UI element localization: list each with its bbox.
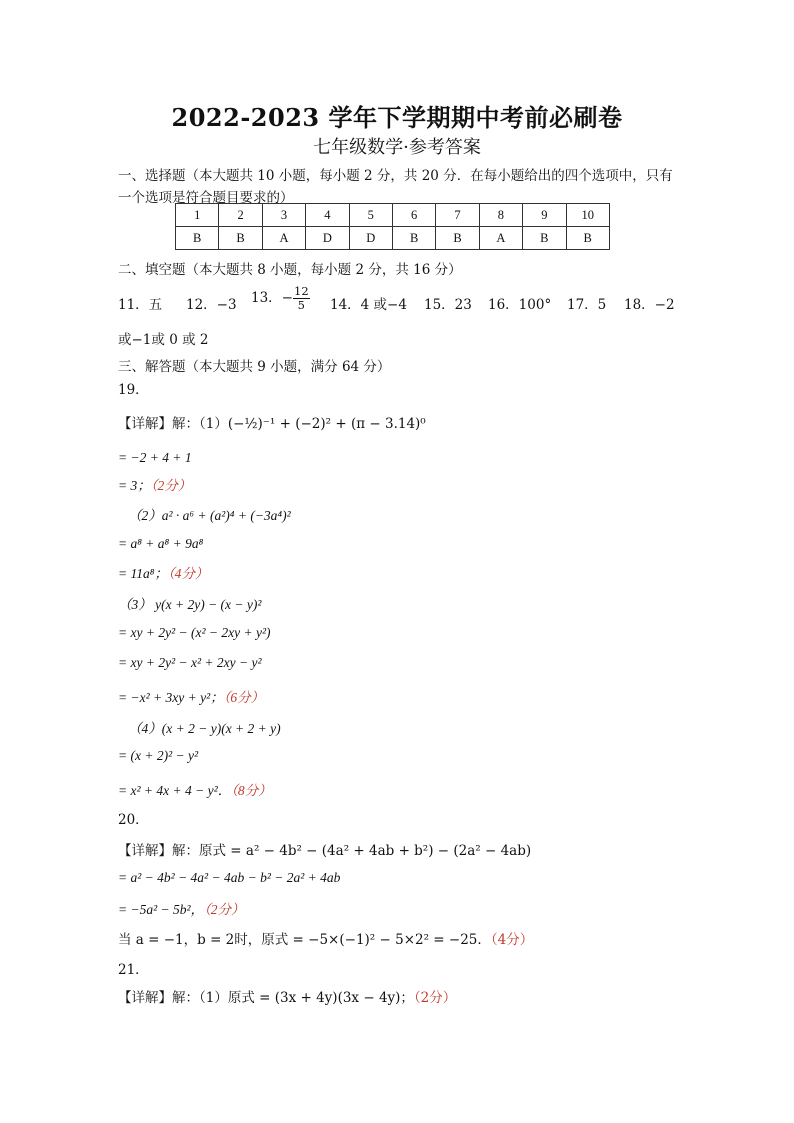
answer-q14: 14．4 或−4: [330, 297, 407, 313]
table-cell: 3: [262, 204, 305, 227]
q19-solution-line: [118, 562, 208, 582]
answer-q13: [251, 285, 310, 312]
table-cell: 7: [436, 204, 479, 227]
answer-q17: 17．5: [567, 297, 607, 313]
table-cell: 8: [479, 204, 522, 227]
fraction-denominator: 5: [297, 298, 305, 312]
solution-text: （2）a² · a⁶ + (a²)⁴ + (−3a⁴)²: [128, 508, 291, 523]
q20-solution-line: [118, 839, 531, 859]
q19-solution-line: [118, 748, 198, 764]
q20-number: 20．: [118, 812, 149, 828]
section1-heading-line2: 一个选项是符合题目要求的）: [118, 190, 294, 206]
solution-text: = −x² + 3xy + y²；: [118, 690, 224, 705]
answer-q18: 18．−2: [624, 297, 675, 313]
table-cell: D: [349, 227, 392, 250]
page-subtitle: 七年级数学·参考答案: [313, 137, 481, 158]
score-note: （4分）: [490, 932, 534, 948]
fill-blank-answers: [118, 285, 678, 319]
q21-number: 21．: [118, 962, 149, 978]
q19-solution-line: [118, 593, 261, 613]
section2-heading: 二、填空题（本大题共 8 小题，每小题 2 分，共 16 分）: [118, 262, 462, 278]
table-cell: 10: [566, 204, 609, 227]
answer-row: [176, 227, 610, 250]
table-cell: B: [219, 227, 262, 250]
q19-solution-line: [118, 474, 191, 494]
q19-solution-line: [118, 655, 262, 671]
q21-solution-line: [118, 986, 456, 1006]
solution-text: = a⁸ + a⁸ + 9a⁸: [118, 536, 204, 551]
score-note: （4分）: [167, 566, 209, 581]
table-cell: B: [523, 227, 566, 250]
question-number-row: [176, 204, 610, 227]
solution-text: = a² − 4b² − 4a² − 4ab − b² − 2a² + 4ab: [118, 870, 341, 885]
score-note: （8分）: [231, 783, 272, 798]
q19-solution-line: [118, 779, 272, 799]
answer-q16: 16．100°: [488, 297, 552, 313]
section3-heading: 三、解答题（本大题共 9 小题，满分 64 分）: [118, 359, 391, 375]
q19-number: 19．: [118, 382, 149, 398]
answer-q18-continuation: 或−1或 0 或 2: [118, 332, 209, 348]
solution-text: = (x + 2)² − y²: [118, 748, 199, 763]
solution-text: = −2 + 4 + 1: [118, 450, 192, 465]
table-cell: 4: [306, 204, 349, 227]
solution-text: = −5a² − 5b²，: [118, 902, 205, 917]
choice-answer-table: [175, 203, 610, 250]
answer-q11: 11．五: [118, 297, 163, 313]
table-cell: B: [436, 227, 479, 250]
answer-q12: 12．−3: [186, 297, 237, 313]
fraction: [293, 285, 310, 312]
solution-text: = xy + 2y² − x² + 2xy − y²: [118, 655, 262, 670]
solution-text: 【详解】解：（1）(−½)⁻¹ + (−2)² + (π − 3.14)⁰: [118, 416, 426, 432]
q19-solution-line: [118, 412, 426, 432]
q19-solution-line: [118, 686, 264, 706]
table-cell: 1: [176, 204, 219, 227]
table-cell: A: [479, 227, 522, 250]
q19-solution-line: [118, 625, 271, 641]
table-cell: 5: [349, 204, 392, 227]
fraction-numerator: 12: [294, 284, 309, 298]
solution-text: = 11a⁸；: [118, 566, 168, 581]
table-cell: 9: [523, 204, 566, 227]
score-note: （6分）: [223, 690, 265, 705]
score-note: （2分）: [204, 902, 245, 917]
table-cell: B: [176, 227, 219, 250]
solution-text: 【详解】解：（1）原式 = (3x + 4y)(3x − 4y)；: [118, 990, 414, 1006]
q19-solution-line: [128, 504, 291, 524]
q20-solution-line: [118, 928, 533, 948]
solution-text: （3） y(x + 2y) − (x − y)²: [118, 597, 262, 612]
q19-solution-line: [128, 717, 281, 737]
page-title: 2022-2023 学年下学期期中考前必刷卷: [171, 103, 623, 132]
answer-q13-prefix: 13．−: [251, 290, 293, 306]
score-note: （2分）: [150, 478, 192, 493]
table-cell: B: [566, 227, 609, 250]
table-cell: 6: [392, 204, 435, 227]
solution-text: （4）(x + 2 − y)(x + 2 + y): [128, 721, 281, 736]
table-cell: A: [262, 227, 305, 250]
q19-solution-line: [118, 536, 203, 552]
section1-heading-line1: 一、选择题（本大题共 10 小题，每小题 2 分，共 20 分．在每小题给出的四个选项中，只有: [118, 168, 673, 184]
score-note: （2分）: [413, 990, 457, 1006]
solution-text: = 3；: [118, 478, 151, 493]
table-cell: D: [306, 227, 349, 250]
solution-text: = xy + 2y² − (x² − 2xy + y²): [118, 625, 271, 640]
q20-solution-line: [118, 898, 245, 918]
solution-text: = x² + 4x + 4 − y²．: [118, 783, 232, 798]
table-cell: B: [392, 227, 435, 250]
q20-solution-line: [118, 870, 340, 886]
solution-text: 【详解】解：原式 = a² − 4b² − (4a² + 4ab + b²) − (2a² − 4ab): [118, 843, 532, 859]
table-cell: 2: [219, 204, 262, 227]
solution-text: 当 a = −1，b = 2时，原式 = −5×(−1)² − 5×2² = −25．: [118, 932, 491, 948]
answer-q15: 15．23: [424, 297, 472, 313]
q19-solution-line: [118, 450, 192, 466]
